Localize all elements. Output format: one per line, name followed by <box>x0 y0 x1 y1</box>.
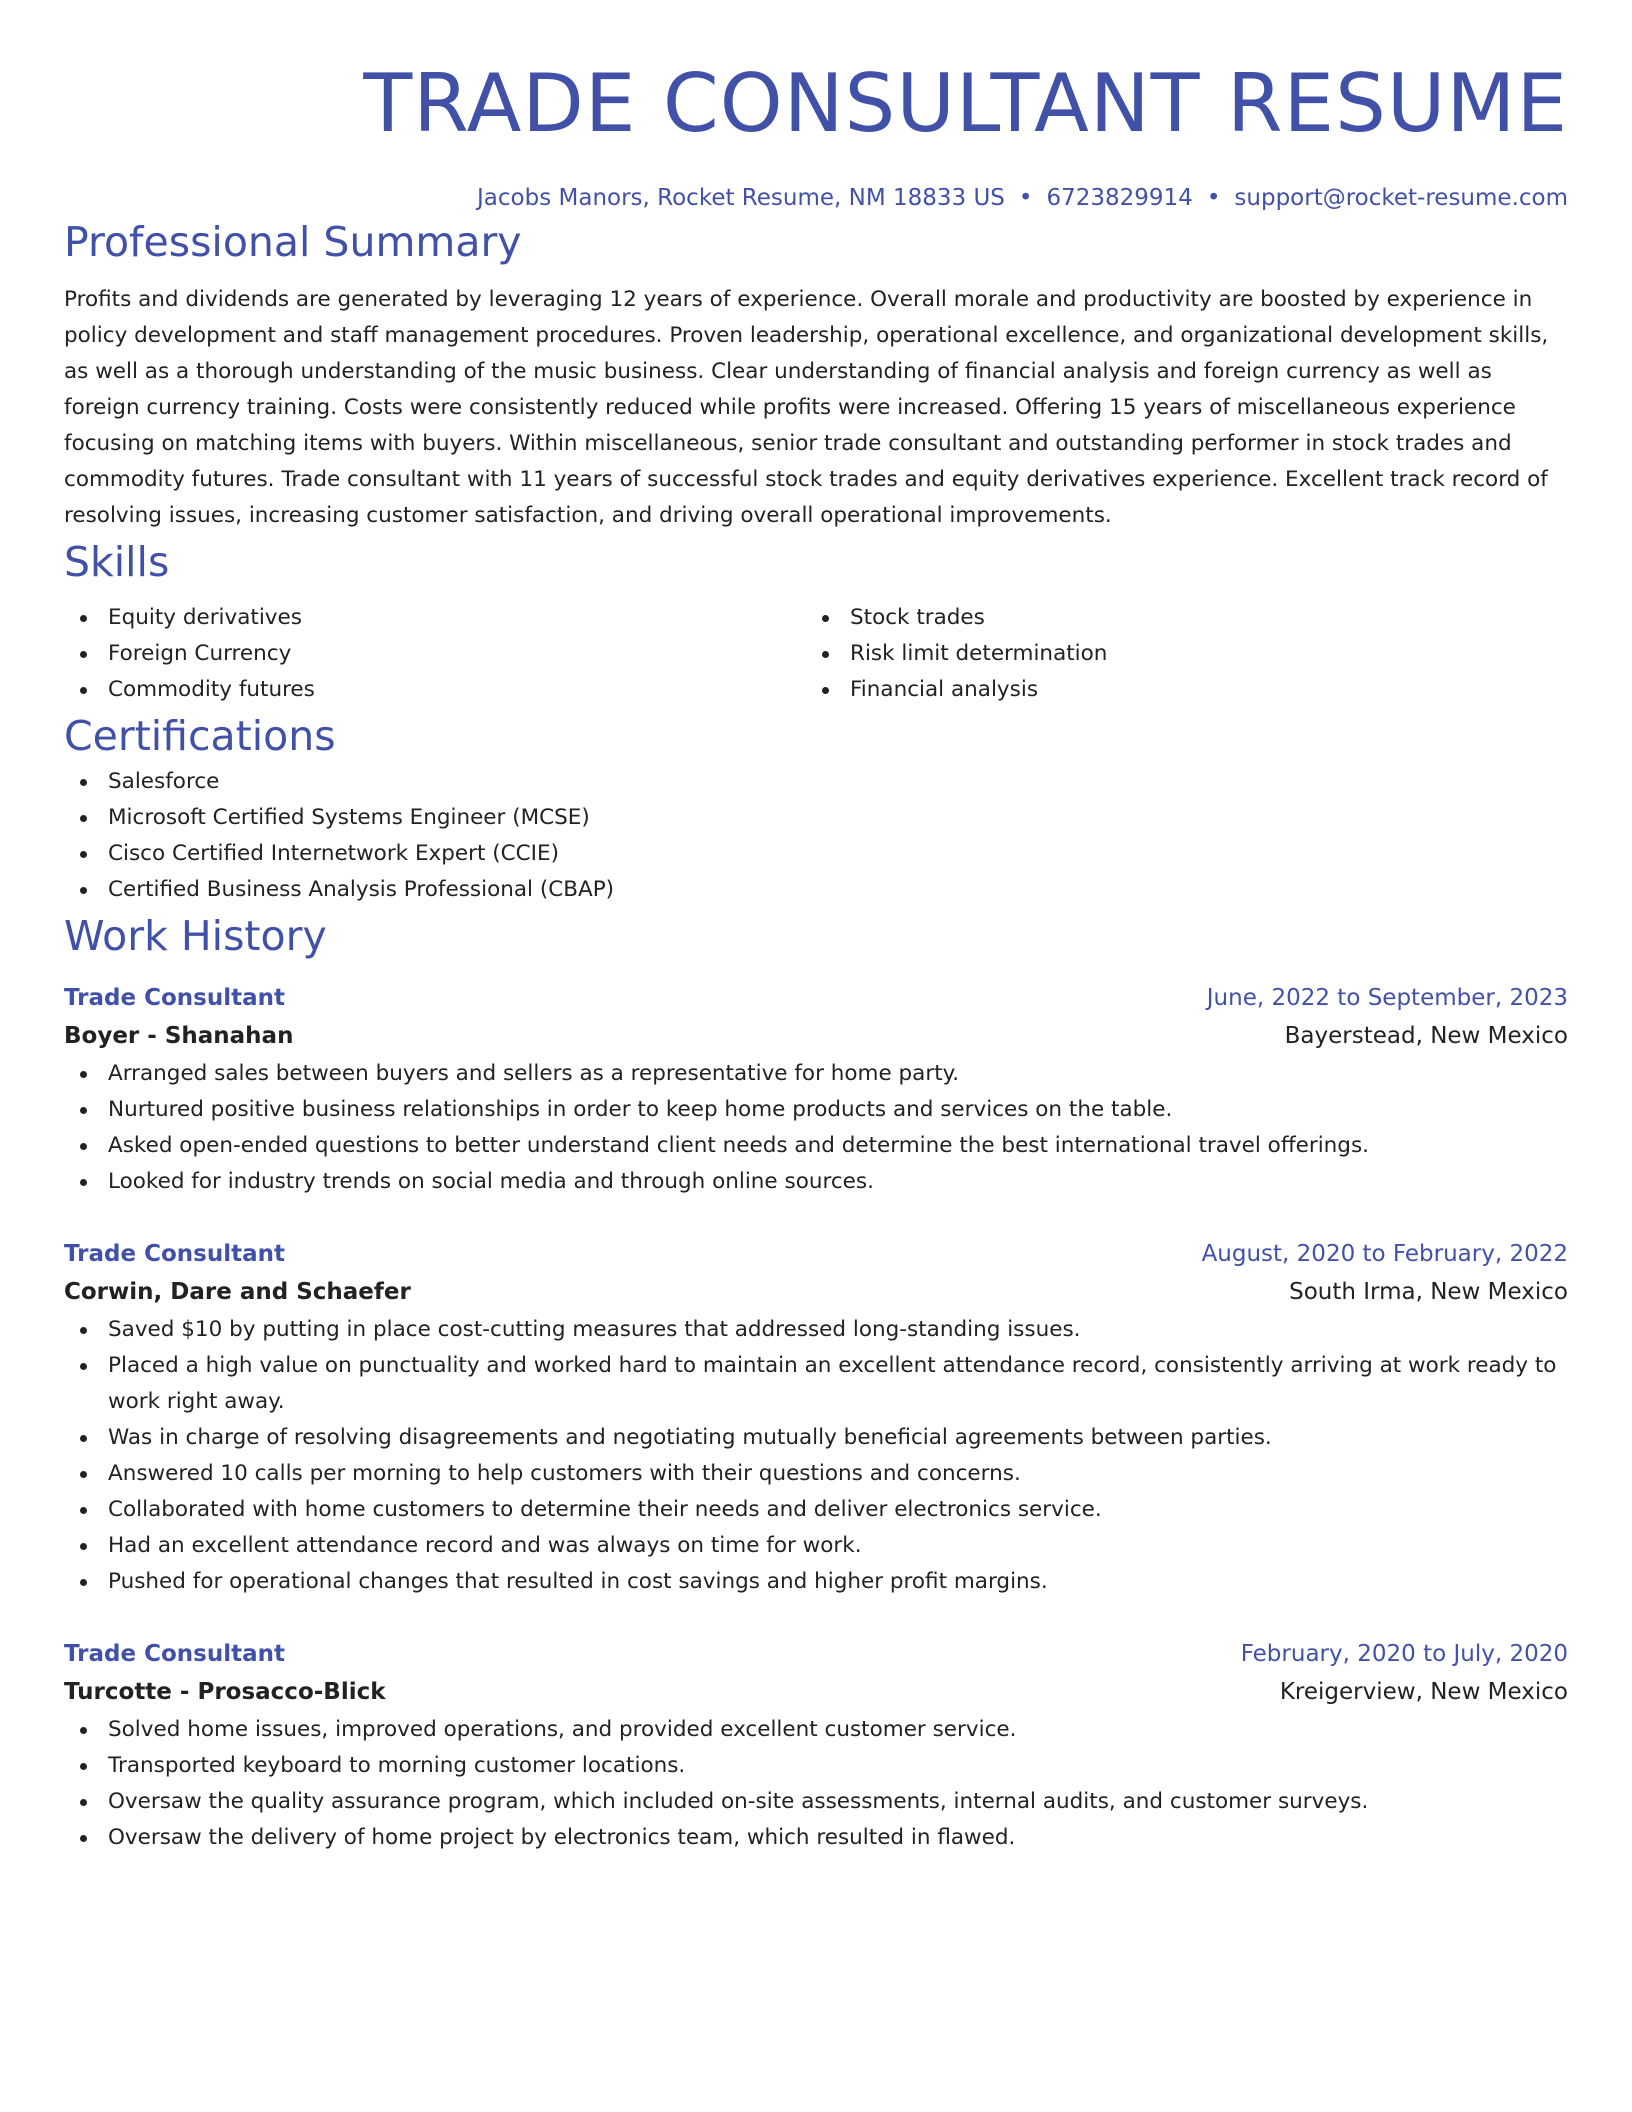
certifications-heading: Certifications <box>64 712 336 760</box>
skill-item: Financial analysis <box>806 672 1548 708</box>
bullet-icon <box>822 615 829 622</box>
job-company: Turcotte - Prosacco-Blick <box>64 1679 386 1705</box>
bullet-icon <box>80 1363 87 1370</box>
skill-item: Stock trades <box>806 600 1548 636</box>
bullet-icon <box>80 1327 87 1334</box>
bullet-icon <box>822 687 829 694</box>
bullet-icon <box>80 1799 87 1806</box>
bullet-icon <box>80 1835 87 1842</box>
bullet-icon <box>80 887 87 894</box>
job-title: Trade Consultant <box>64 1641 285 1667</box>
job-bullet: Placed a high value on punctuality and worked hard to maintain an excellent attendance record, consistently arriving at work ready to work right away. <box>64 1348 1568 1420</box>
certification-item: Salesforce <box>64 764 1568 800</box>
contact-separator: • <box>1206 185 1221 211</box>
certification-item: Microsoft Certified Systems Engineer (MCSE) <box>64 800 1568 836</box>
job-bullets <box>64 1712 1568 1856</box>
job-bullet: Looked for industry trends on social media and through online sources. <box>64 1164 1568 1200</box>
job-entry <box>64 980 1568 1200</box>
job-title: Trade Consultant <box>64 985 285 1011</box>
summary-text: Profits and dividends are generated by leveraging 12 years of experience. Overall morale and productivity are boosted by experience in policy development and staff management procedures. Proven leadership, operational excellence, and organizational development skills, as well as a thorough understanding of the music business. Clear understanding of financial analysis and foreign currency as well as foreign currency training. Costs were consistently reduced while profits were increased. Offering 15 years of miscellaneous experience focusing on matching items with buyers. Within miscellaneous, senior trade consultant and outstanding performer in stock trades and commodity futures. Trade consultant with 11 years of successful stock trades and equity derivatives experience. Excellent track record of resolving issues, increasing customer satisfaction, and driving overall operational improvements. <box>64 287 1549 528</box>
bullet-icon <box>80 1071 87 1078</box>
job-bullet: Nurtured positive business relationships in order to keep home products and services on the table. <box>64 1092 1568 1128</box>
certification-item: Certified Business Analysis Professional (CBAP) <box>64 872 1568 908</box>
bullet-icon <box>80 1763 87 1770</box>
skill-item: Foreign Currency <box>64 636 806 672</box>
bullet-icon <box>80 1507 87 1514</box>
bullet-icon <box>80 1579 87 1586</box>
job-bullet: Oversaw the quality assurance program, which included on-site assessments, internal audits, and customer surveys. <box>64 1784 1568 1820</box>
certification-item: Cisco Certified Internetwork Expert (CCIE) <box>64 836 1568 872</box>
bullet-icon <box>80 687 87 694</box>
job-dates: February, 2020 to July, 2020 <box>1240 1641 1568 1667</box>
job-dates: August, 2020 to February, 2022 <box>1201 1241 1568 1267</box>
job-company: Boyer - Shanahan <box>64 1023 294 1049</box>
bullet-icon <box>822 651 829 658</box>
bullet-icon <box>80 1179 87 1186</box>
summary-heading: Professional Summary <box>64 218 522 266</box>
contact-phone: 6723829914 <box>1046 185 1193 211</box>
skills-column-right <box>806 600 1548 708</box>
bullet-icon <box>80 1435 87 1442</box>
job-bullets <box>64 1056 1568 1200</box>
bullet-icon <box>80 1543 87 1550</box>
skill-item: Equity derivatives <box>64 600 806 636</box>
resume-title: TRADE CONSULTANT RESUME <box>363 57 1568 150</box>
bullet-icon <box>80 1107 87 1114</box>
job-bullet: Had an excellent attendance record and was always on time for work. <box>64 1528 1568 1564</box>
bullet-icon <box>80 779 87 786</box>
job-location: Kreigerview, New Mexico <box>1279 1679 1568 1705</box>
work-history-heading: Work History <box>64 912 327 960</box>
bullet-icon <box>80 815 87 822</box>
bullet-icon <box>80 851 87 858</box>
job-bullet: Asked open-ended questions to better understand client needs and determine the best international travel offerings. <box>64 1128 1568 1164</box>
job-bullet: Saved $10 by putting in place cost-cutting measures that addressed long-standing issues. <box>64 1312 1568 1348</box>
job-dates: June, 2022 to September, 2023 <box>1206 985 1568 1011</box>
bullet-icon <box>80 651 87 658</box>
job-bullet: Arranged sales between buyers and sellers as a representative for home party. <box>64 1056 1568 1092</box>
contact-email: support@rocket-resume.com <box>1234 185 1568 211</box>
contact-line <box>64 182 1568 214</box>
job-company: Corwin, Dare and Schaefer <box>64 1279 411 1305</box>
skills-heading: Skills <box>64 538 170 586</box>
job-location: Bayerstead, New Mexico <box>1284 1023 1568 1049</box>
job-bullet: Pushed for operational changes that resulted in cost savings and higher profit margins. <box>64 1564 1568 1600</box>
job-bullet: Collaborated with home customers to determine their needs and deliver electronics service. <box>64 1492 1568 1528</box>
contact-address: Jacobs Manors, Rocket Resume, NM 18833 US <box>477 185 1005 211</box>
bullet-icon <box>80 1727 87 1734</box>
certifications-list <box>64 764 1568 908</box>
job-entry <box>64 1636 1568 1856</box>
skills-grid <box>64 600 1568 708</box>
bullet-icon <box>80 1471 87 1478</box>
job-bullet: Answered 10 calls per morning to help customers with their questions and concerns. <box>64 1456 1568 1492</box>
job-entry <box>64 1236 1568 1600</box>
skills-column-left <box>64 600 806 708</box>
bullet-icon <box>80 615 87 622</box>
job-bullet: Oversaw the delivery of home project by electronics team, which resulted in flawed. <box>64 1820 1568 1856</box>
job-bullet: Transported keyboard to morning customer locations. <box>64 1748 1568 1784</box>
skill-item: Commodity futures <box>64 672 806 708</box>
bullet-icon <box>80 1143 87 1150</box>
contact-separator: • <box>1018 185 1033 211</box>
skill-item: Risk limit determination <box>806 636 1548 672</box>
job-bullets <box>64 1312 1568 1600</box>
job-bullet: Was in charge of resolving disagreements and negotiating mutually beneficial agreements between parties. <box>64 1420 1568 1456</box>
job-title: Trade Consultant <box>64 1241 285 1267</box>
resume-page <box>64 0 1568 1856</box>
job-location: South Irma, New Mexico <box>1289 1279 1568 1305</box>
job-bullet: Solved home issues, improved operations, and provided excellent customer service. <box>64 1712 1568 1748</box>
